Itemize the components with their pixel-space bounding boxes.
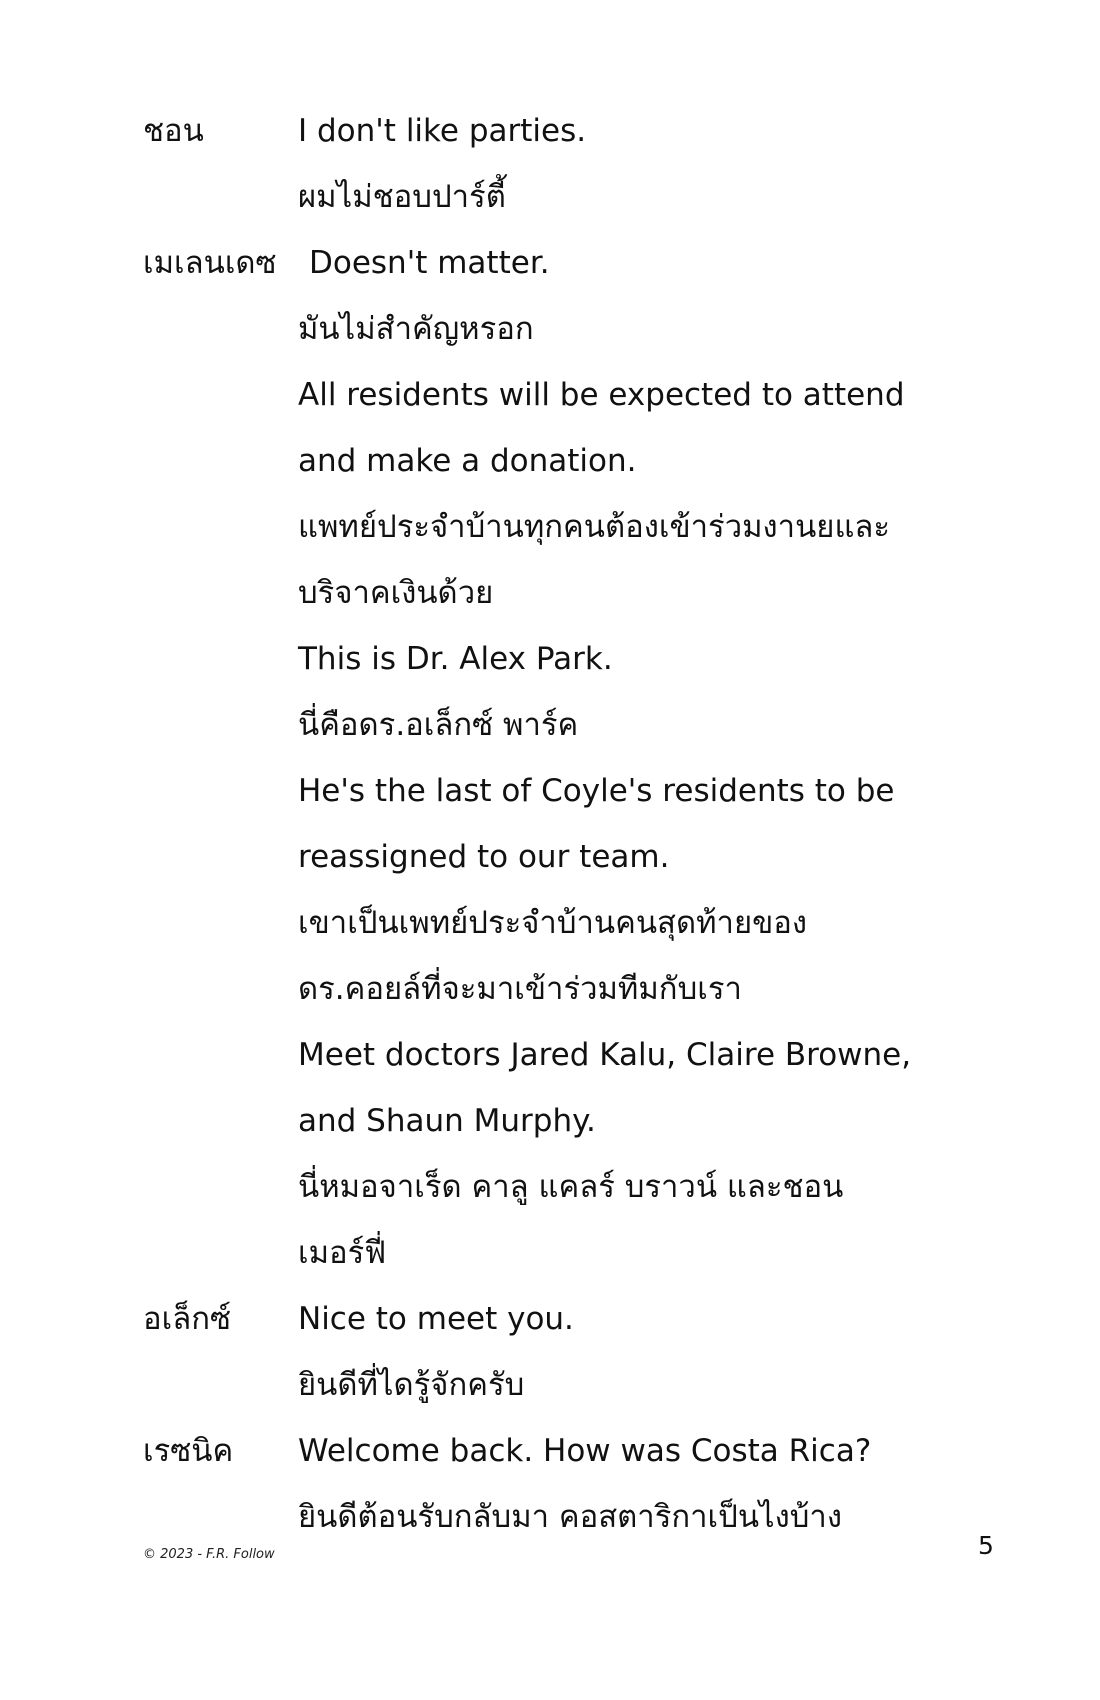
dialogue-line: Doesn't matter.: [309, 245, 550, 281]
dialogue-row: [143, 230, 1003, 296]
dialogue-row: [143, 1352, 1003, 1418]
dialogue-line: Welcome back. How was Costa Rica?: [298, 1433, 872, 1469]
dialogue-row: [143, 626, 1003, 692]
dialogue-line: แพทย์ประจำบ้านทุกคนต้องเข้าร่วมงานยและ: [298, 509, 891, 545]
dialogue-line: เมอร์ฟี่: [298, 1235, 387, 1271]
dialogue-line: ผมไม่ชอบปาร์ตี้: [298, 179, 506, 215]
dialogue-row: [143, 296, 1003, 362]
dialogue-row: [143, 758, 1003, 824]
dialogue-line: All residents will be expected to attend: [298, 377, 905, 413]
speaker-name: เรซนิค: [143, 1433, 234, 1469]
dialogue-line: นี่หมอจาเร็ด คาลู แคลร์ บราวน์ และชอน: [298, 1169, 844, 1205]
dialogue-line: reassigned to our team.: [298, 839, 670, 875]
dialogue-row: [143, 824, 1003, 890]
dialogue-line: I don't like parties.: [298, 113, 587, 149]
page-number: 5: [978, 1531, 994, 1560]
dialogue-line: ยินดีที่ไดรู้จักครับ: [298, 1367, 525, 1403]
dialogue-line: and Shaun Murphy.: [298, 1103, 596, 1139]
dialogue-line: บริจาคเงินด้วย: [298, 575, 494, 611]
dialogue-row: [143, 1286, 1003, 1352]
dialogue-row: [143, 890, 1003, 956]
dialogue-row: [143, 1484, 1003, 1550]
dialogue-row: [143, 164, 1003, 230]
dialogue-row: [143, 1220, 1003, 1286]
dialogue-line: ยินดีต้อนรับกลับมา คอสตาริกาเป็นไงบ้าง: [298, 1499, 842, 1535]
script-body: [143, 98, 1003, 1550]
dialogue-line: He's the last of Coyle's residents to be: [298, 773, 895, 809]
speaker-name: เมเลนเดซ: [143, 245, 277, 281]
dialogue-line: Meet doctors Jared Kalu, Claire Browne,: [298, 1037, 912, 1073]
dialogue-row: [143, 560, 1003, 626]
speaker-name: อเล็กซ์: [143, 1301, 232, 1337]
speaker-name: ชอน: [143, 113, 204, 149]
dialogue-line: ดร.คอยล์ที่จะมาเข้าร่วมทีมกับเรา: [298, 971, 742, 1007]
dialogue-line: and make a donation.: [298, 443, 637, 479]
dialogue-row: [143, 1418, 1003, 1484]
dialogue-line: มันไม่สำคัญหรอก: [298, 311, 534, 347]
dialogue-row: [143, 1154, 1003, 1220]
copyright-footer: © 2023 - F.R. Follow: [143, 1547, 275, 1562]
dialogue-row: [143, 692, 1003, 758]
dialogue-line: เขาเป็นเพทย์ประจำบ้านคนสุดท้ายของ: [298, 905, 808, 941]
dialogue-row: [143, 1022, 1003, 1088]
dialogue-line: นี่คือดร.อเล็กซ์ พาร์ค: [298, 707, 579, 743]
dialogue-row: [143, 1088, 1003, 1154]
dialogue-line: This is Dr. Alex Park.: [298, 641, 613, 677]
dialogue-row: [143, 494, 1003, 560]
dialogue-line: Nice to meet you.: [298, 1301, 574, 1337]
dialogue-row: [143, 98, 1003, 164]
dialogue-row: [143, 956, 1003, 1022]
dialogue-row: [143, 362, 1003, 428]
dialogue-row: [143, 428, 1003, 494]
